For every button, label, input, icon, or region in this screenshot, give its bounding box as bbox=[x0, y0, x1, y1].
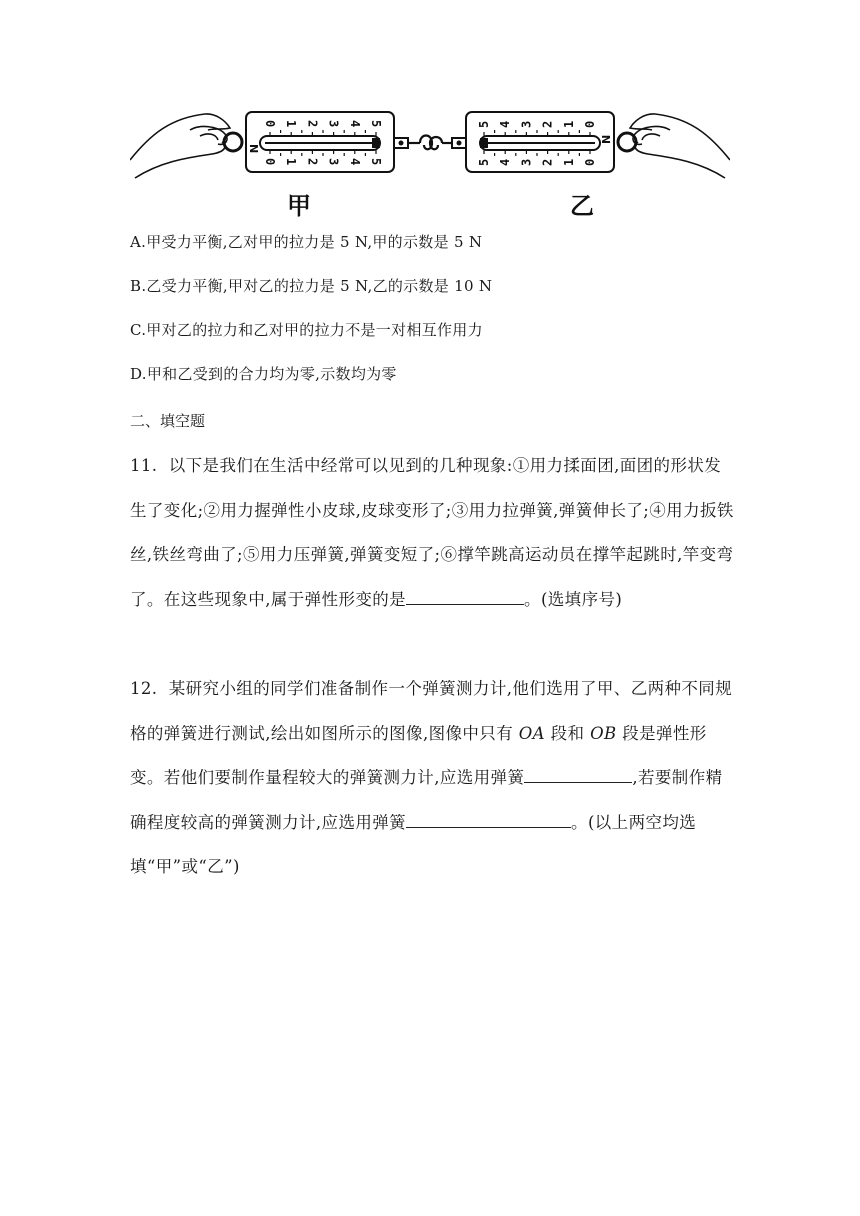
scale-number-top: 4 bbox=[347, 120, 362, 128]
scale-number-top: 2 bbox=[540, 120, 555, 128]
scale-number-bottom: 4 bbox=[347, 158, 362, 166]
question-12-number: 12. bbox=[130, 679, 158, 698]
question-11-text: 以下是我们在生活中经常可以见到的几种现象:①用力揉面团,面团的形状发生了变化;②用力握弹性小皮球,皮球变形了;③用力拉弹簧,弹簧伸长了;④用力扳铁丝,铁丝弯曲了;⑤用力压弹簧,弹簧变短了;⑥撑竿跳高运动员在撑竿起跳时,竿变弯了。在这些现象中,属于弹性形变的是 bbox=[130, 456, 734, 609]
question-12-text-4: ,若要制作精确程度较高的弹簧测力计,应选用弹簧 bbox=[130, 768, 723, 832]
scale-number-bottom: 2 bbox=[540, 158, 555, 166]
question-12-text-1: 某研究小组的同学们准备制作一个弹簧测力计,他们选用了甲、乙两种不同规格的弹簧进行测试,绘出如图所示的图像,图像中只有 bbox=[130, 679, 733, 743]
scale-number-bottom: 0 bbox=[583, 158, 597, 166]
figure-label-yi: 乙 bbox=[570, 192, 594, 220]
scale-number-bottom: 5 bbox=[477, 158, 491, 166]
right-spring-scale bbox=[466, 112, 614, 172]
scale-number-top: 4 bbox=[498, 120, 513, 128]
scale-number-top: 0 bbox=[263, 120, 277, 128]
question-12-text-2: 段和 bbox=[545, 723, 591, 743]
scale-number-top: 0 bbox=[583, 120, 597, 128]
answer-blank-12b[interactable] bbox=[406, 809, 571, 828]
option-d: D.甲和乙受到的合力均为零,示数均为零 bbox=[130, 365, 397, 383]
left-n-mark: N bbox=[247, 144, 260, 154]
option-b: B.乙受力平衡,甲对乙的拉力是 5 N,乙的示数是 10 N bbox=[130, 277, 493, 295]
scale-number-bottom: 4 bbox=[498, 158, 513, 166]
question-12 bbox=[130, 667, 735, 890]
right-hand-icon bbox=[630, 114, 730, 178]
segment-ob: OB bbox=[590, 723, 617, 743]
scale-number-bottom: 3 bbox=[326, 158, 341, 166]
question-12-text-3: 段是弹性形变。若他们要制作量程较大的弹簧测力计,应选用弹簧 bbox=[130, 723, 707, 787]
scale-number-top: 1 bbox=[284, 120, 299, 128]
figure-label-jia: 甲 bbox=[287, 192, 311, 220]
left-hand-icon bbox=[130, 114, 230, 178]
answer-blank-11[interactable] bbox=[406, 586, 524, 605]
scale-number-bottom: 0 bbox=[263, 158, 277, 166]
scale-number-bottom: 1 bbox=[561, 158, 576, 166]
scale-number-bottom: 5 bbox=[369, 158, 383, 166]
section-title: 二、填空题 bbox=[130, 412, 206, 430]
spring-scale-figure bbox=[130, 100, 730, 220]
option-a: A.甲受力平衡,乙对甲的拉力是 5 N,甲的示数是 5 N bbox=[130, 233, 483, 251]
scale-number-top: 3 bbox=[519, 120, 534, 128]
scale-number-top: 1 bbox=[561, 120, 576, 128]
middle-hooks-icon bbox=[408, 136, 452, 150]
option-c: C.甲对乙的拉力和乙对甲的拉力不是一对相互作用力 bbox=[130, 321, 483, 339]
scale-number-bottom: 3 bbox=[519, 158, 534, 166]
scale-number-bottom: 1 bbox=[284, 158, 299, 166]
question-11 bbox=[130, 444, 735, 622]
answer-blank-12a[interactable] bbox=[524, 764, 632, 783]
scale-number-top: 5 bbox=[369, 120, 383, 128]
right-n-mark: N bbox=[600, 134, 613, 144]
scale-number-top: 5 bbox=[477, 120, 491, 128]
segment-oa: OA bbox=[518, 723, 545, 743]
scale-number-top: 2 bbox=[305, 120, 320, 128]
scale-number-top: 3 bbox=[326, 120, 341, 128]
scale-number-bottom: 2 bbox=[305, 158, 320, 166]
question-11-number: 11. bbox=[130, 456, 158, 475]
question-11-suffix: 。(选填序号) bbox=[524, 589, 623, 609]
spring-scales-illustration bbox=[130, 100, 730, 220]
question-12-text-5: 。(以上两空均选填“甲”或“乙”) bbox=[130, 812, 697, 876]
left-spring-scale bbox=[246, 112, 394, 172]
